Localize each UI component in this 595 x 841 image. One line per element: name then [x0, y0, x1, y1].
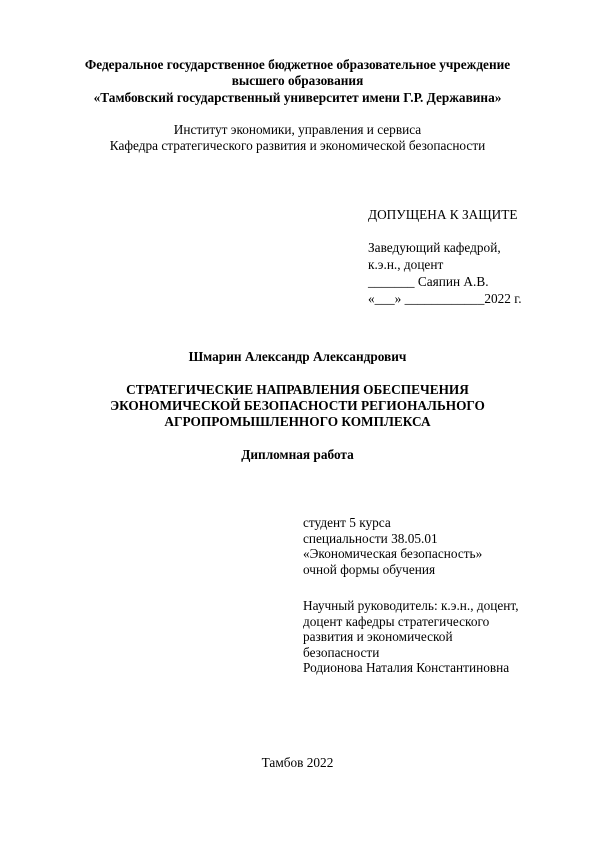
supervisor-line2: доцент кафедры стратегического [303, 613, 490, 629]
org-name-line1: Федеральное государственное бюджетное образовательное учреждение [84, 57, 511, 72]
student-course: студент 5 курса [303, 515, 391, 530]
student-info-block [303, 515, 482, 577]
author-name: Шмарин Александр Александрович [188, 349, 407, 364]
thesis-title-line1: СТРАТЕГИЧЕСКИЕ НАПРАВЛЕНИЯ ОБЕСПЕЧЕНИЯ [126, 382, 469, 397]
student-specialty: специальности 38.05.01 [303, 530, 438, 546]
approval-head-role: Заведующий кафедрой, [368, 240, 501, 255]
city-year: Тамбов 2022 [261, 755, 334, 770]
org-name-line2: высшего образования [231, 73, 364, 88]
thesis-title-line2: ЭКОНОМИЧЕСКОЙ БЕЗОПАСНОСТИ РЕГИОНАЛЬНОГО [110, 398, 485, 413]
org-name-line3: «Тамбовский государственный университет имени Г.Р. Державина» [93, 90, 502, 105]
supervisor-line1: Научный руководитель: к.э.н., доцент, [303, 598, 519, 613]
approval-block [368, 207, 522, 307]
supervisor-line4: безопасности [303, 644, 380, 660]
approval-signature: _______ Саяпин А.В. [368, 274, 489, 289]
approval-head-degree: к.э.н., доцент [368, 257, 444, 272]
supervisor-block [303, 598, 519, 676]
student-specialty-name: «Экономическая безопасность» [303, 546, 483, 561]
approval-title: ДОПУЩЕНА К ЗАЩИТЕ [368, 207, 518, 222]
department-name: Кафедра стратегического развития и экономической безопасности [109, 138, 486, 153]
student-study-form: очной формы обучения [303, 561, 436, 577]
supervisor-name: Родионова Наталия Константиновна [303, 660, 510, 675]
work-type: Дипломная работа [241, 447, 354, 462]
approval-date: «___» ____________2022 г. [368, 291, 522, 306]
supervisor-line3: развития и экономической [303, 629, 453, 644]
thesis-title-line3: АГРОПРОМЫШЛЕННОГО КОМПЛЕКСА [164, 414, 431, 429]
institute-name: Институт экономики, управления и сервиса [173, 122, 422, 137]
